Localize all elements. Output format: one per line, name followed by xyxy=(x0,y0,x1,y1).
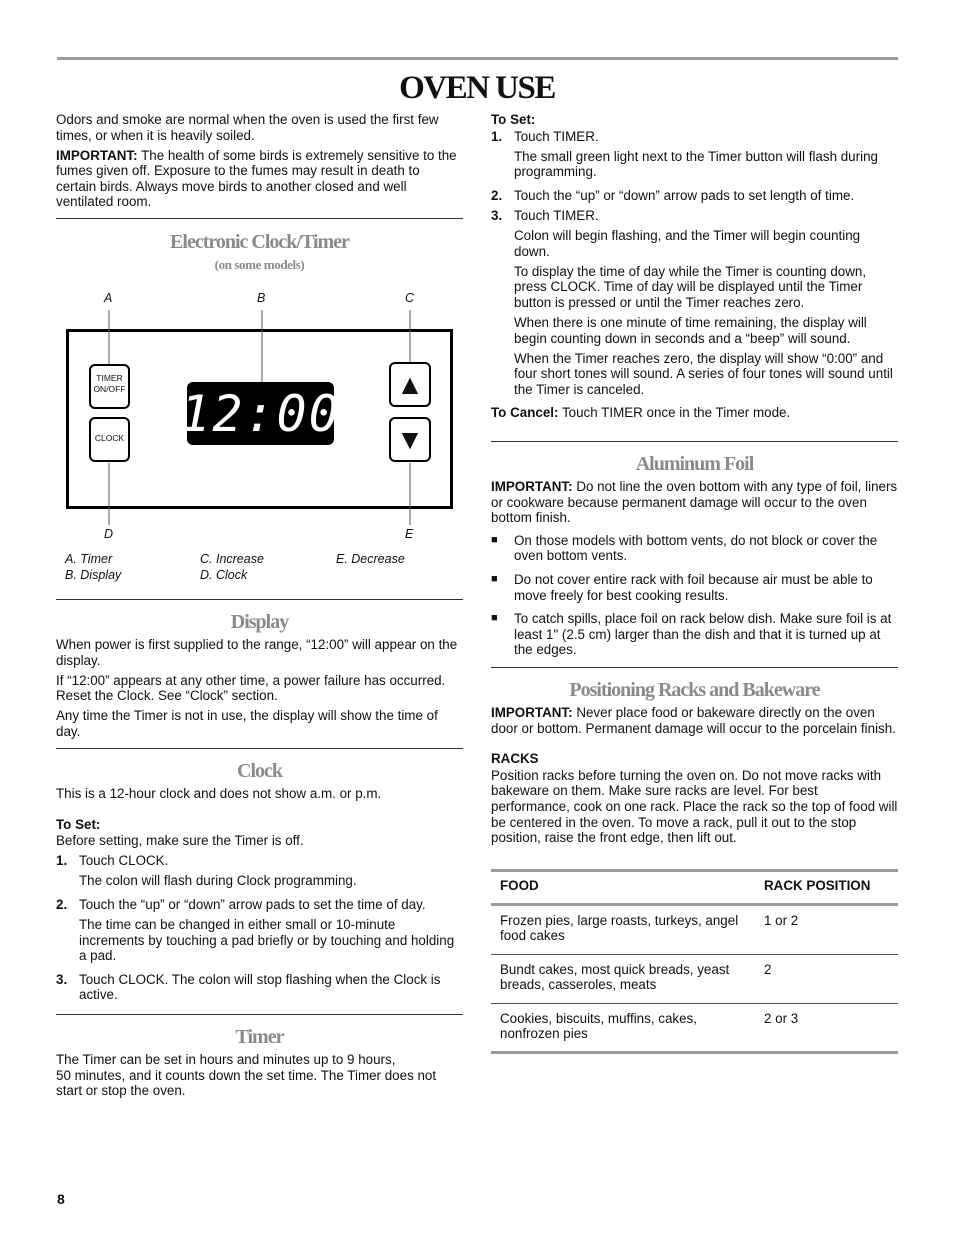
control-panel-diagram xyxy=(56,285,463,550)
clock-step-note: The time can be changed in either small or 10-minute increments by touching a pad briefly or by touching and holding a pad. xyxy=(79,917,455,964)
legend-col-2 xyxy=(200,552,264,583)
label-d: D xyxy=(104,527,114,541)
left-column xyxy=(56,112,463,215)
legend-col-3 xyxy=(336,552,405,568)
legend-b: B. Display xyxy=(65,567,122,582)
section-heading-positioning-racks: Positioning Racks and Bakeware xyxy=(569,679,820,701)
divider xyxy=(56,599,463,600)
section-heading-display: Display xyxy=(230,611,289,633)
table-row xyxy=(491,955,898,1003)
timer-step-note: To display the time of day while the Timer is counting down, press CLOCK. Time of day will be displayed until the Timer button is pressed or until the Timer reaches zero. xyxy=(514,263,867,310)
bullet-icon: ■ xyxy=(491,533,498,546)
clock-button-label: CLOCK xyxy=(94,433,125,443)
display-paragraph: Any time the Timer is not in use, the display will show the time of day. xyxy=(56,708,438,739)
clock-before-setting: Before setting, make sure the Timer is off. xyxy=(56,833,304,849)
birds-warning: IMPORTANT: The health of some birds is extremely sensitive to the fumes given off. Exposure to the fumes may result in death to certain birds. Always move birds to another closed and well ventilated room. xyxy=(56,147,457,210)
foil-bullet: ■ Do not cover entire rack with foil because air must be able to move freely for best cooking results. xyxy=(491,571,873,603)
label-a: A xyxy=(104,291,113,305)
timer-step: 3. Touch TIMER. xyxy=(491,207,599,223)
clock-section xyxy=(56,786,463,1008)
table-cell-food: Cookies, biscuits, muffins, cakes, nonfrozen pies xyxy=(500,1010,697,1042)
table-cell-rack: 1 or 2 xyxy=(764,912,799,928)
display-readout: 12:00 xyxy=(180,384,341,443)
rack-position-table xyxy=(491,869,898,1054)
timer-step-note: When the Timer reaches zero, the display will show “0:00” and four short tones will sound. A series of four tones will sound until the Timer is canceled. xyxy=(514,350,893,397)
legend-e: E. Decrease xyxy=(336,552,405,566)
racks-paragraph: Position racks before turning the oven on. Do not move racks with bakeware on them. Make sure racks are level. For best performance, cook on one rack. Place the rack so the top of food will be centered in the oven. To move a rack, pull it out to the stop position, raise the front edge, then lift out. xyxy=(491,767,898,846)
down-arrow-icon: ▼ xyxy=(396,423,424,455)
table-cell-rack: 2 xyxy=(764,961,772,977)
timer-set-section xyxy=(491,112,898,420)
section-heading-electronic-clock-timer: Electronic Clock/Timer xyxy=(170,231,349,253)
timer-step-note: The small green light next to the Timer button will flash during programming. xyxy=(514,148,878,180)
timer-paragraph-line: The Timer can be set in hours and minutes up to 9 hours, xyxy=(56,1052,396,1067)
legend-c: C. Increase xyxy=(200,552,264,566)
table-header-row xyxy=(491,872,898,903)
bullet-icon: ■ xyxy=(491,572,498,585)
timer-step-note: When there is one minute of time remaining, the display will begin counting down in seconds and a “beep” will sound. xyxy=(514,315,867,346)
display-section xyxy=(56,637,463,744)
timer-step-note: Colon will begin flashing, and the Timer will begin counting down. xyxy=(514,228,861,259)
table-cell-food: Frozen pies, large roasts, turkeys, angel food cakes xyxy=(500,912,739,944)
divider xyxy=(491,667,898,668)
label-e: E xyxy=(405,527,414,541)
section-heading-clock: Clock xyxy=(237,760,282,782)
racks-important: IMPORTANT: Never place food or bakeware directly on the oven door or bottom. Permanent damage will occur to the porcelain finish. xyxy=(491,705,896,736)
timer-button-label: TIMER ON/OFF xyxy=(93,373,126,394)
foil-bullet: ■ To catch spills, place foil on rack below dish. Make sure foil is at least 1" (2.5 cm) larger than the dish and that it is turned up at the edges. xyxy=(491,611,892,658)
legend-col-1 xyxy=(65,552,121,583)
divider xyxy=(491,441,898,442)
clock-intro: This is a 12-hour clock and does not show a.m. or p.m. xyxy=(56,786,382,801)
label-b: B xyxy=(257,291,266,305)
timer-step: 2. Touch the “up” or “down” arrow pads to set length of time. xyxy=(491,187,855,203)
aluminum-foil-section xyxy=(491,479,898,666)
divider xyxy=(56,748,463,749)
clock-step: 3. Touch CLOCK. The colon will stop flashing when the Clock is active. xyxy=(56,971,441,1003)
table-row xyxy=(491,1004,898,1051)
section-subheading: (on some models) xyxy=(214,257,305,272)
table-bottom-rule xyxy=(491,1051,898,1054)
timer-step: 1. Touch TIMER. xyxy=(491,128,599,144)
legend-d: D. Clock xyxy=(200,567,248,582)
table-row xyxy=(491,906,898,954)
racks-section xyxy=(491,705,898,850)
section-heading-timer: Timer xyxy=(235,1026,284,1048)
divider xyxy=(56,218,463,219)
clock-step: 1. Touch CLOCK. xyxy=(56,853,169,869)
page-number: 8 xyxy=(57,1191,65,1207)
clock-step-note: The colon will flash during Clock programming. xyxy=(79,873,357,889)
display-paragraph: If “12:00” appears at any other time, a power failure has occurred. Reset the Clock. See “Clock” section. xyxy=(56,672,446,704)
display-paragraph: When power is first supplied to the range, “12:00” will appear on the display. xyxy=(56,637,458,668)
timer-paragraph: 50 minutes, and it counts down the set time. The Timer does not start or stop the oven. xyxy=(56,1067,437,1099)
foil-bullet: ■ On those models with bottom vents, do not block or cover the oven bottom vents. xyxy=(491,532,878,564)
divider xyxy=(56,1014,463,1015)
bullet-icon: ■ xyxy=(491,612,498,625)
legend-a: A. Timer xyxy=(65,552,113,566)
clock-to-set-heading: To Set: xyxy=(56,816,101,832)
table-cell-rack: 2 or 3 xyxy=(764,1010,799,1026)
table-header-food: FOOD xyxy=(500,878,539,893)
timer-section xyxy=(56,1052,463,1099)
foil-important: IMPORTANT: Do not line the oven bottom with any type of foil, liners or cookware because permanent damage will occur to the oven bottom finish. xyxy=(491,479,898,526)
up-arrow-icon: ▲ xyxy=(396,368,424,400)
racks-subheading: RACKS xyxy=(491,751,539,767)
table-header-rack-position: RACK POSITION xyxy=(764,878,871,893)
table-cell-food: Bundt cakes, most quick breads, yeast breads, casseroles, meats xyxy=(500,961,730,993)
page-title: OVEN USE xyxy=(399,70,555,106)
timer-to-set-heading: To Set: xyxy=(491,112,536,127)
timer-cancel: To Cancel: Touch TIMER once in the Timer mode. xyxy=(491,404,791,420)
intro-paragraph: Odors and smoke are normal when the oven is used the first few times, or when it is heavily soiled. xyxy=(56,112,439,143)
label-c: C xyxy=(405,291,415,305)
clock-step: 2. Touch the “up” or “down” arrow pads to set the time of day. xyxy=(56,896,426,912)
top-rule xyxy=(57,57,898,60)
section-heading-aluminum-foil: Aluminum Foil xyxy=(635,453,754,475)
